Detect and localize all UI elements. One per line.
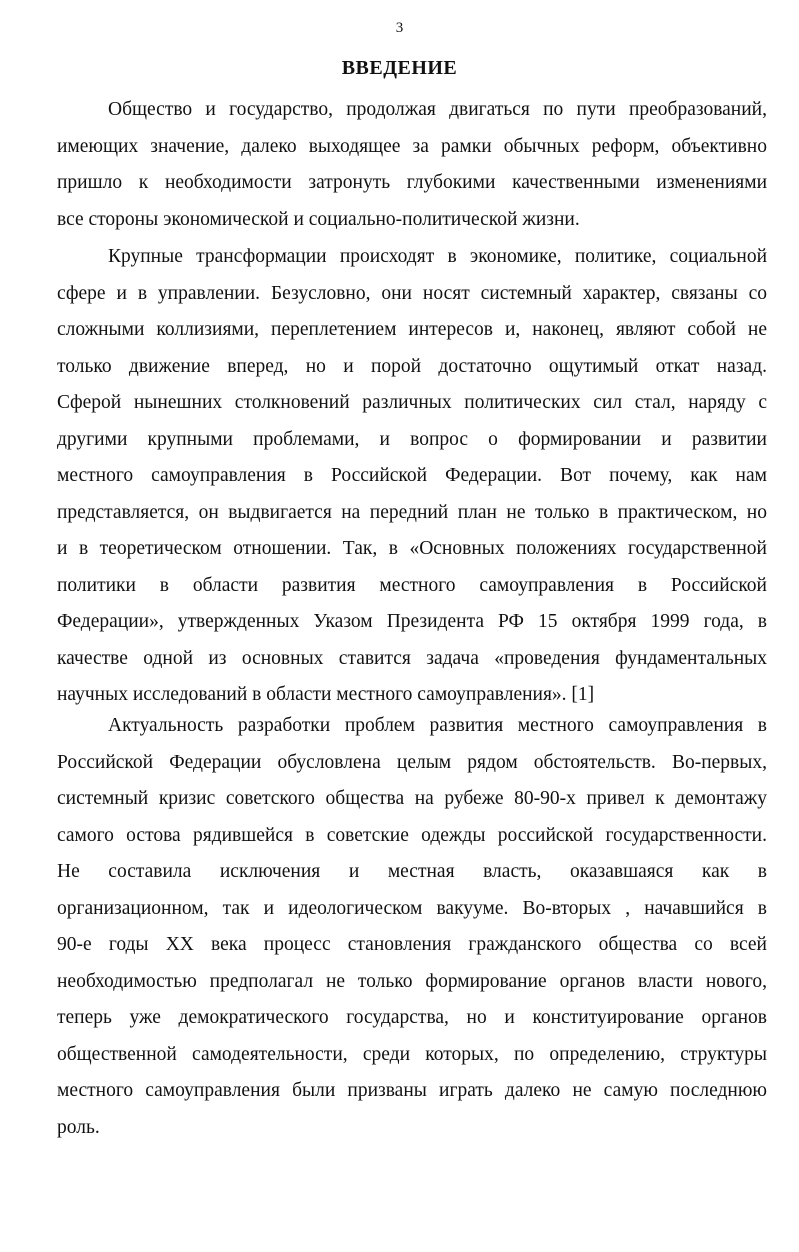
- paragraph-3: [57, 708, 767, 1146]
- text-line: местного самоуправления в Российской Федерации. Вот почему, как нам: [57, 465, 767, 486]
- text-line: 90-е годы XX века процесс становления гражданского общества со всей: [57, 934, 767, 955]
- text-line: Сферой нынешних столкновений различных политических сил стал, наряду с: [57, 392, 767, 413]
- text-line: Не составила исключения и местная власть, оказавшаяся как в: [57, 861, 767, 882]
- text-line: другими крупными проблемами, и вопрос о формировании и развитии: [57, 428, 767, 450]
- text-line: общественной самодеятельности, среди которых, по определению, структуры: [57, 1043, 767, 1065]
- text-line: необходимостью предполагал не только формирование органов власти нового,: [57, 970, 767, 992]
- text-line: самого остова рядившейся в советские одежды российской государственности.: [57, 824, 767, 846]
- text-line: качестве одной из основных ставится задача «проведения фундаментальных: [57, 647, 767, 669]
- page-title: ВВЕДЕНИЕ: [341, 57, 458, 79]
- text-line: сфере и в управлении. Безусловно, они носят системный характер, связаны со: [57, 282, 767, 304]
- text-line: Федерации», утвержденных Указом Президента РФ 15 октября 1999 года, в: [57, 611, 767, 632]
- text-line: Крупные трансформации происходят в экономике, политике, социальной: [108, 246, 767, 267]
- text-line: все стороны экономической и социально-политической жизни.: [57, 208, 580, 230]
- text-line: научных исследований в области местного самоуправления». [1]: [57, 684, 595, 705]
- text-line: Общество и государство, продолжая двигаться по пути преобразований,: [108, 99, 767, 120]
- page-number: 3: [395, 20, 404, 36]
- text-line: имеющих значение, далеко выходящее за рамки обычных реформ, объективно: [57, 135, 767, 157]
- text-line: политики в области развития местного самоуправления в Российской: [57, 574, 767, 596]
- text-line: пришло к необходимости затронуть глубокими качественными изменениями: [57, 172, 767, 193]
- paragraph-2: [57, 239, 767, 714]
- text-line: и в теоретическом отношении. Так, в «Основных положениях государственной: [57, 538, 767, 559]
- text-line: сложными коллизиями, переплетением интересов и, наконец, являют собой не: [57, 319, 767, 340]
- text-line: представляется, он выдвигается на передний план не только в практическом, но: [57, 501, 767, 523]
- paragraph-1: [57, 92, 767, 238]
- text-line: системный кризис советского общества на рубеже 80-90-х привел к демонтажу: [57, 788, 767, 809]
- text-line: роль.: [57, 1116, 100, 1138]
- text-line: Актуальность разработки проблем развития местного самоуправления в: [108, 715, 767, 736]
- text-line: организационном, так и идеологическом вакууме. Во-вторых , начавшийся в: [57, 897, 767, 919]
- text-line: только движение вперед, но и порой достаточно ощутимый откат назад.: [57, 355, 767, 377]
- text-line: местного самоуправления были призваны играть далеко не самую последнюю: [57, 1080, 767, 1101]
- text-line: теперь уже демократического государства, но и конституирование органов: [57, 1007, 767, 1028]
- text-line: Российской Федерации обусловлена целым рядом обстоятельств. Во-первых,: [57, 751, 767, 773]
